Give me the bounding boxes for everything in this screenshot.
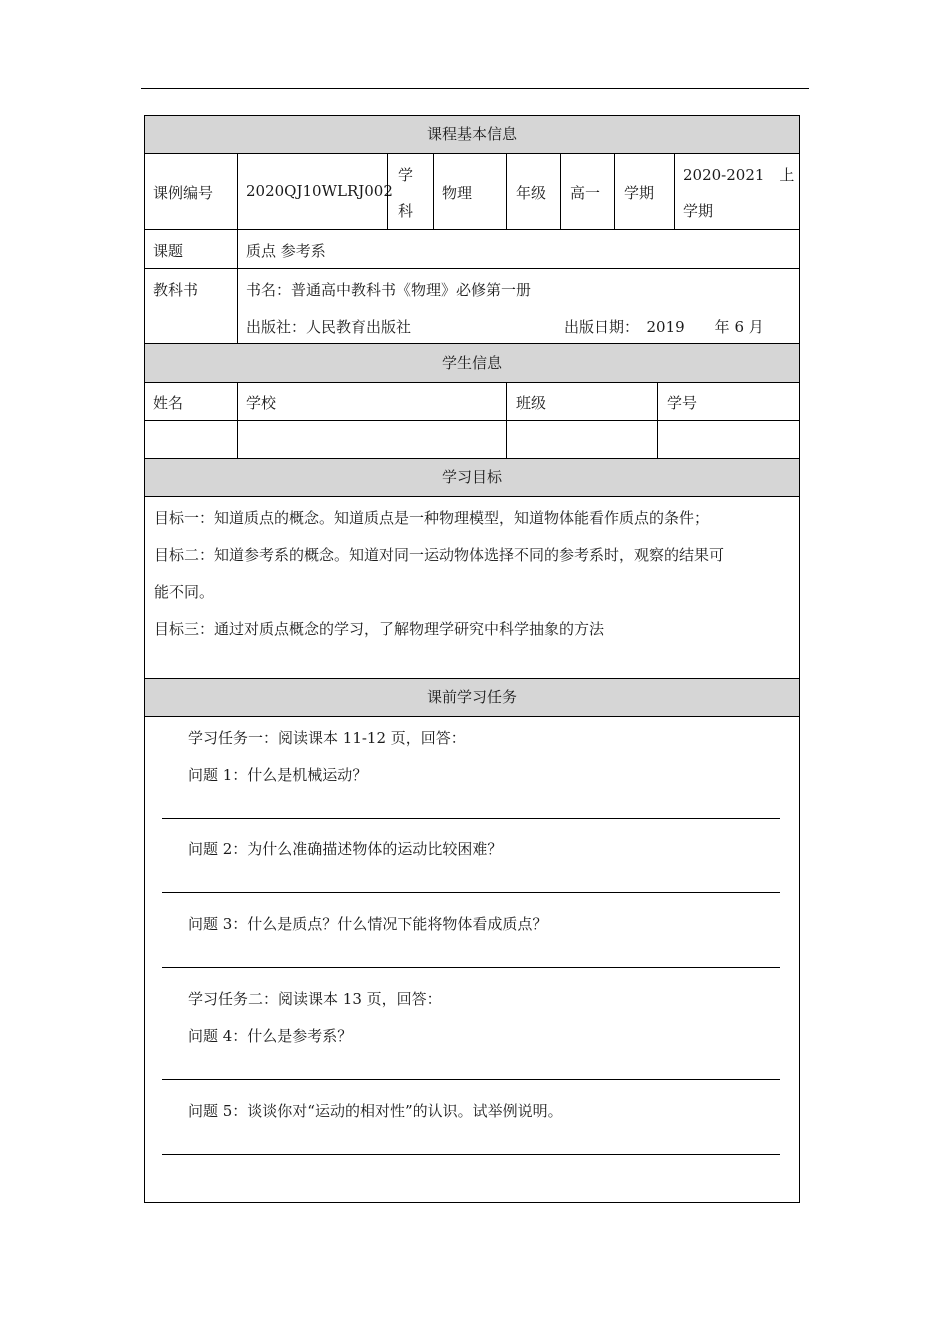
pre-class-tasks-body	[144, 716, 800, 1203]
subject-label-cell	[387, 153, 434, 230]
subject-value: 物理	[442, 184, 473, 202]
grade-label: 年级	[516, 184, 547, 202]
term-value-cell	[674, 153, 800, 230]
id-input-cell[interactable]	[657, 420, 800, 459]
subject-label-2: 科	[398, 202, 414, 220]
school-label-cell	[237, 382, 507, 421]
question-3: 问题 3：什么是质点？什么情况下能将物体看成质点？	[188, 915, 548, 933]
case-no-label-cell	[144, 153, 238, 230]
name-input-cell[interactable]	[144, 420, 238, 459]
term-value-line2: 学期	[683, 202, 714, 220]
student-info-header: 学生信息	[144, 343, 800, 383]
name-label: 姓名	[153, 394, 184, 412]
answer-line-4[interactable]	[162, 1079, 780, 1080]
id-label: 学号	[667, 394, 698, 412]
learning-goals-header: 学习目标	[144, 458, 800, 497]
name-label-cell	[144, 382, 238, 421]
topic-value-cell	[237, 229, 800, 269]
answer-line-5[interactable]	[162, 1154, 780, 1155]
term-label-cell	[614, 153, 675, 230]
textbook-value-cell	[237, 268, 800, 344]
textbook-label: 教科书	[153, 281, 199, 299]
school-label: 学校	[246, 394, 277, 412]
case-no-label: 课例编号	[153, 184, 214, 202]
class-input-cell[interactable]	[506, 420, 658, 459]
task-1: 学习任务一：阅读课本 11-12 页，回答：	[188, 729, 466, 747]
textbook-label-cell	[144, 268, 238, 344]
page-header-rule	[141, 88, 809, 89]
grade-value-cell	[560, 153, 615, 230]
learning-goals-body	[144, 496, 800, 679]
course-info-header: 课程基本信息	[144, 115, 800, 154]
case-no-value-cell	[237, 153, 393, 230]
class-label: 班级	[516, 394, 547, 412]
book-name: 书名：普通高中教科书《物理》必修第一册	[246, 281, 532, 299]
pre-class-tasks-header: 课前学习任务	[144, 678, 800, 717]
goal-2-line-1: 目标二：知道参考系的概念。知道对同一运动物体选择不同的参考系时，观察的结果可	[154, 546, 725, 564]
goal-1: 目标一：知道质点的概念。知道质点是一种物理模型，知道物体能看作质点的条件；	[154, 509, 710, 527]
question-1: 问题 1：什么是机械运动？	[188, 766, 368, 784]
publisher: 出版社：人民教育出版社	[246, 318, 412, 336]
subject-value-cell	[433, 153, 507, 230]
answer-line-3[interactable]	[162, 967, 780, 968]
topic-label: 课题	[153, 242, 184, 260]
subject-label-1: 学	[398, 166, 414, 184]
question-5: 问题 5：谈谈你对“运动的相对性”的认识。试举例说明。	[188, 1102, 563, 1120]
publication-date: 出版日期： 2019 年 6 月	[564, 318, 764, 336]
question-4: 问题 4：什么是参考系？	[188, 1027, 353, 1045]
term-label: 学期	[624, 184, 655, 202]
grade-label-cell	[506, 153, 561, 230]
id-label-cell	[657, 382, 800, 421]
term-value-line1: 2020-2021 上	[683, 166, 795, 184]
question-2: 问题 2：为什么准确描述物体的运动比较困难？	[188, 840, 503, 858]
topic-label-cell	[144, 229, 238, 269]
answer-line-1[interactable]	[162, 818, 780, 819]
school-input-cell[interactable]	[237, 420, 507, 459]
task-2: 学习任务二：阅读课本 13 页，回答：	[188, 990, 442, 1008]
topic-value: 质点 参考系	[246, 242, 326, 260]
goal-2-line-2: 能不同。	[154, 583, 215, 601]
answer-line-2[interactable]	[162, 892, 780, 893]
grade-value: 高一	[570, 184, 601, 202]
class-label-cell	[506, 382, 658, 421]
goal-3: 目标三：通过对质点概念的学习，了解物理学研究中科学抽象的方法	[154, 620, 605, 638]
case-no-value: 2020QJ10WLRJ002	[246, 182, 393, 200]
